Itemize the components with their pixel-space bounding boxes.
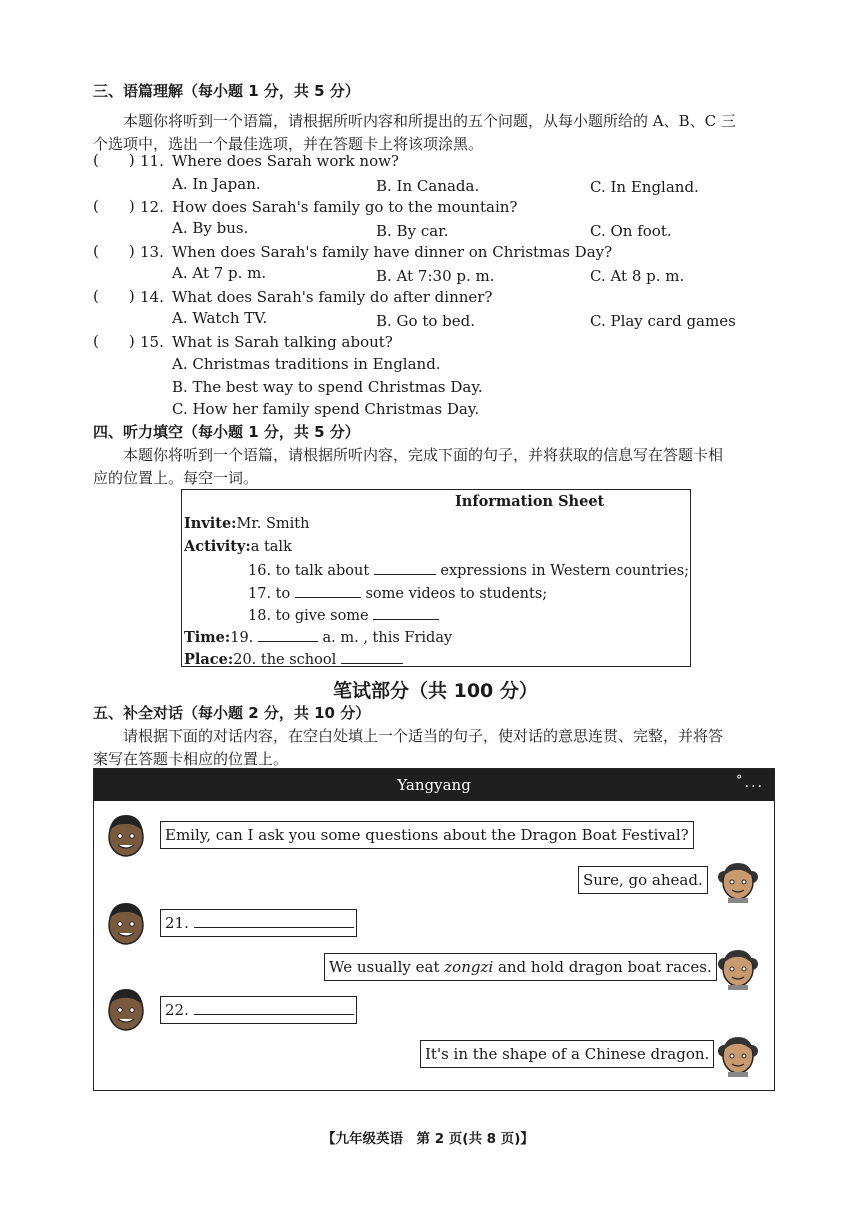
- option-a[interactable]: A. Watch TV.: [172, 309, 268, 327]
- answer-bracket[interactable]: ( ): [93, 242, 135, 260]
- information-sheet: [181, 489, 691, 667]
- chat-answer-21[interactable]: [160, 909, 357, 937]
- question-text: How does Sarah's family go to the mountain?: [172, 198, 518, 216]
- question-number: 15.: [140, 333, 164, 351]
- section5-instruction-line2: 案写在答题卡相应的位置上。: [93, 750, 289, 768]
- boy-avatar: [104, 811, 148, 859]
- option-c[interactable]: C. How her family spend Christmas Day.: [172, 400, 480, 418]
- message-text-b: and hold dragon boat races.: [493, 958, 712, 976]
- activity-value: a talk: [250, 539, 292, 555]
- answer-22-blank[interactable]: [194, 1000, 354, 1015]
- blank-16[interactable]: [374, 560, 436, 575]
- question-text: Where does Sarah work now?: [172, 152, 399, 170]
- page-footer: 【九年级英语 第 2 页(共 8 页)】: [322, 1131, 534, 1147]
- section3-heading: 三、语篇理解（每小题 1 分，共 5 分）: [93, 82, 360, 100]
- chat-header: [94, 769, 774, 801]
- option-a[interactable]: A. Christmas traditions in England.: [172, 355, 441, 373]
- chat-message-girl: Sure, go ahead.: [578, 866, 708, 894]
- place-text-a: 20. the school: [233, 652, 337, 668]
- section4-heading: 四、听力填空（每小题 1 分，共 5 分）: [93, 423, 360, 441]
- question-number: 12.: [140, 198, 164, 216]
- sheet-invite-row: [184, 515, 309, 532]
- answer-bracket[interactable]: ( ): [93, 151, 135, 169]
- time-text-a: 19.: [230, 630, 254, 646]
- chat-message-boy: Emily, can I ask you some questions about the Dragon Boat Festival?: [160, 821, 694, 849]
- chat-message-girl: [324, 953, 717, 981]
- section5-heading: 五、补全对话（每小题 2 分，共 10 分）: [93, 704, 371, 722]
- blank-20[interactable]: [341, 649, 403, 664]
- option-a[interactable]: A. At 7 p. m.: [172, 264, 267, 282]
- section3-instruction-line1: 本题你将听到一个语篇，请根据所听内容和所提出的五个问题，从每小题所给的 A、B、C 三: [123, 112, 736, 130]
- chat-title: Yangyang: [397, 776, 471, 794]
- question-number: 13.: [140, 243, 164, 261]
- sheet-item-17: [248, 583, 547, 602]
- option-a[interactable]: A. By bus.: [172, 219, 249, 237]
- question-text: When does Sarah's family have dinner on Christmas Day?: [172, 243, 613, 261]
- chat-answer-22[interactable]: [160, 996, 357, 1024]
- option-c[interactable]: C. On foot.: [590, 222, 672, 240]
- answer-bracket[interactable]: ( ): [93, 287, 135, 305]
- question-text: What is Sarah talking about?: [172, 333, 393, 351]
- option-b[interactable]: B. In Canada.: [376, 177, 480, 195]
- answer-bracket[interactable]: ( ): [93, 332, 135, 350]
- option-b[interactable]: B. Go to bed.: [376, 312, 476, 330]
- question-number: 14.: [140, 288, 164, 306]
- boy-avatar: [104, 899, 148, 947]
- sheet-activity-row: [184, 538, 292, 555]
- message-text-italic: zongzi: [444, 958, 494, 976]
- answer-21-blank[interactable]: [194, 913, 354, 928]
- item17-text-a: 17. to: [248, 586, 291, 602]
- answer-bracket[interactable]: ( ): [93, 197, 135, 215]
- chat-message-girl: It's in the shape of a Chinese dragon.: [420, 1040, 714, 1068]
- time-label: Time:: [184, 629, 231, 646]
- option-b[interactable]: B. By car.: [376, 222, 449, 240]
- option-c[interactable]: C. At 8 p. m.: [590, 267, 685, 285]
- question-number: 11.: [140, 152, 164, 170]
- answer-21-number: 21.: [165, 914, 189, 932]
- chat-window: [93, 768, 775, 1091]
- boy-avatar: [104, 985, 148, 1033]
- item16-text-b: expressions in Western countries;: [440, 563, 690, 579]
- girl-avatar: [716, 1029, 760, 1077]
- section4-instruction-line1: 本题你将听到一个语篇，请根据所听内容，完成下面的句子，并将获取的信息写在答题卡相: [123, 446, 724, 464]
- sheet-time-row: [184, 627, 452, 646]
- sheet-item-16: [248, 560, 689, 579]
- message-text-a: We usually eat: [329, 958, 445, 976]
- girl-avatar: [716, 855, 760, 903]
- written-part-title: 笔试部分（共 100 分）: [333, 680, 538, 702]
- blank-19[interactable]: [258, 627, 318, 642]
- blank-17[interactable]: [295, 583, 361, 598]
- sheet-item-18: [248, 605, 439, 624]
- question-text: What does Sarah's family do after dinner?: [172, 288, 493, 306]
- section4-instruction-line2: 应的位置上。每空一词。: [93, 469, 259, 487]
- more-dots-icon[interactable]: ˚...: [735, 775, 764, 791]
- sheet-title: Information Sheet: [455, 493, 605, 510]
- section3-instruction-line2: 个选项中，选出一个最佳选项，并在答题卡上将该项涂黑。: [93, 135, 484, 153]
- option-a[interactable]: A. In Japan.: [172, 175, 261, 193]
- item17-text-b: some videos to students;: [365, 586, 548, 602]
- invite-value: Mr. Smith: [236, 516, 310, 532]
- option-b[interactable]: B. At 7:30 p. m.: [376, 267, 495, 285]
- item16-text-a: 16. to talk about: [248, 563, 370, 579]
- option-c[interactable]: C. Play card games: [590, 312, 736, 330]
- option-c[interactable]: C. In England.: [590, 178, 699, 196]
- section5-instruction-line1: 请根据下面的对话内容，在空白处填上一个适当的句子，使对话的意思连贯、完整，并将答: [123, 727, 724, 745]
- sheet-place-row: [184, 649, 403, 668]
- item18-text-a: 18. to give some: [248, 608, 369, 624]
- option-b[interactable]: B. The best way to spend Christmas Day.: [172, 378, 483, 396]
- girl-avatar: [716, 942, 760, 990]
- time-text-b: a. m. , this Friday: [322, 630, 453, 646]
- activity-label: Activity:: [184, 538, 251, 555]
- invite-label: Invite:: [184, 515, 237, 532]
- place-label: Place:: [184, 651, 234, 668]
- answer-22-number: 22.: [165, 1001, 189, 1019]
- blank-18[interactable]: [373, 605, 439, 620]
